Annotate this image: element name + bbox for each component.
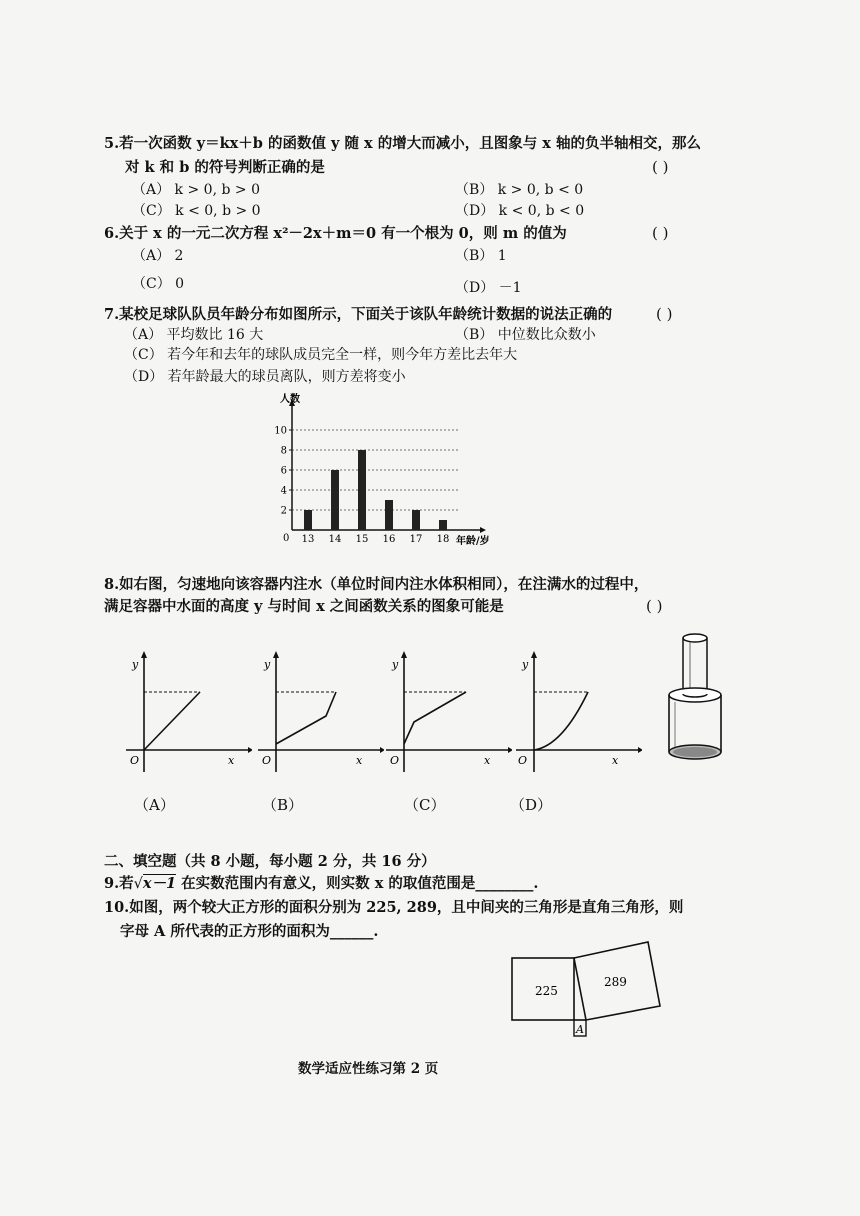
y-tick-label: 6: [280, 465, 287, 477]
curve-d: [534, 692, 588, 750]
bar-age-16: [385, 500, 393, 530]
bar-age-15: [358, 450, 366, 530]
q5-option-b: （B） k > 0, b < 0: [455, 182, 584, 198]
x-axis-arrow: [638, 747, 642, 753]
square-a-label: A: [576, 1023, 584, 1036]
q7-answer-paren: ( ): [656, 305, 673, 323]
pythagoras-squares-figure: [506, 940, 666, 1040]
q8-stem-line2: 满足容器中水面的高度 y 与时间 x 之间函数关系的图象可能是: [104, 598, 504, 615]
y-axis-label: y: [264, 658, 271, 671]
graph-a: [122, 648, 252, 773]
age-distribution-chart: [270, 390, 510, 555]
q7-option-d: （D） 若年龄最大的球员离队，则方差将变小: [124, 369, 406, 385]
origin-label: 0: [283, 533, 290, 544]
q9-prefix: 9.若: [104, 875, 134, 892]
origin-label: O: [518, 754, 528, 767]
x-tick-label: 17: [409, 534, 423, 545]
q5-option-c: （C） k < 0, b > 0: [132, 203, 261, 219]
graph-b: [254, 648, 384, 773]
square-289-label: 289: [604, 975, 627, 989]
q8-stem-line1: 8.如右图，匀速地向该容器内注水（单位时间内注水体积相同），在注满水的过程中，: [104, 576, 649, 593]
x-axis-arrow: [248, 747, 252, 753]
y-axis-label: y: [132, 658, 139, 671]
origin-label: O: [262, 754, 272, 767]
bar-age-13: [304, 510, 312, 530]
q7-option-c: （C） 若今年和去年的球队成员完全一样，则今年方差比去年大: [124, 347, 518, 363]
q9-line: [104, 874, 538, 894]
y-axis-arrow: [401, 651, 407, 658]
bar-age-14: [331, 470, 339, 530]
q5-option-a: （A） k > 0, b > 0: [132, 182, 260, 198]
curve-b: [276, 692, 336, 744]
page-footer: 数学适应性练习第 2 页: [298, 1061, 439, 1077]
water-container-figure: [660, 630, 730, 765]
graph-d: [512, 648, 642, 773]
x-axis-label: x: [228, 754, 235, 767]
y-tick-label: 8: [280, 445, 287, 457]
x-tick-label: 18: [436, 534, 450, 545]
q7-option-a: （A） 平均数比 16 大: [124, 327, 264, 343]
q7-option-b: （B） 中位数比众数小: [455, 327, 596, 343]
q6-answer-paren: ( ): [652, 224, 669, 242]
sqrt-sign: √: [133, 876, 143, 892]
q7-stem: 7.某校足球队队员年龄分布如图所示，下面关于该队年龄统计数据的说法正确的: [104, 306, 613, 323]
graph-c: [382, 648, 512, 773]
q8-answer-paren: ( ): [646, 597, 663, 615]
curve-a: [144, 692, 200, 750]
graph-c-label: （C）: [404, 796, 446, 814]
y-axis-label: y: [522, 658, 529, 671]
x-tick-label: 16: [382, 534, 396, 545]
curve-c: [404, 692, 466, 744]
x-axis-label: x: [484, 754, 491, 767]
q6-option-a: （A） 2: [132, 248, 184, 264]
q6-option-b: （B） 1: [455, 248, 507, 264]
origin-label: O: [390, 754, 400, 767]
q5-answer-paren: ( ): [652, 158, 669, 176]
q5-stem-line2: 对 k 和 b 的符号判断正确的是: [125, 159, 325, 176]
bar-age-17: [412, 510, 420, 530]
q5-option-d: （D） k < 0, b < 0: [455, 203, 585, 219]
y-axis-title: 人数: [280, 394, 300, 405]
x-axis-label: x: [356, 754, 363, 767]
y-axis-label: y: [392, 658, 399, 671]
x-axis-label: x: [612, 754, 619, 767]
q10-line2: 字母 A 所代表的正方形的面积为______.: [120, 923, 379, 940]
y-tick-label: 10: [274, 425, 287, 437]
q6-option-c: （C） 0: [132, 276, 185, 292]
q6-stem: 6.关于 x 的一元二次方程 x²－2x＋m＝0 有一个根为 0，则 m 的值为: [104, 225, 567, 242]
q10-line1: 10.如图，两个较大正方形的面积分别为 225, 289，且中间夹的三角形是直角三角形，则: [104, 899, 684, 916]
q9-suffix: 在实数范围内有意义，则实数 x 的取值范围是________.: [176, 875, 539, 892]
section-2-heading: 二、填空题（共 8 小题，每小题 2 分，共 16 分）: [104, 853, 436, 870]
graph-d-label: （D）: [510, 796, 553, 814]
y-axis-arrow: [273, 651, 279, 658]
q6-option-d: （D） －1: [455, 280, 522, 296]
x-axis-arrow: [480, 527, 486, 533]
origin-label: O: [130, 754, 140, 767]
y-axis-arrow: [141, 651, 147, 658]
x-tick-label: 15: [355, 534, 369, 545]
q9-radicand: x－1: [142, 875, 177, 892]
y-tick-label: 4: [280, 485, 287, 497]
x-axis-title: 年龄/岁: [456, 536, 490, 547]
x-tick-label: 14: [328, 534, 342, 545]
y-axis-arrow: [531, 651, 537, 658]
graph-a-label: （A）: [134, 796, 175, 814]
y-tick-label: 2: [280, 505, 287, 517]
square-225-label: 225: [535, 984, 558, 998]
graph-b-label: （B）: [262, 796, 304, 814]
x-tick-label: 13: [301, 534, 315, 545]
bar-age-18: [439, 520, 447, 530]
q5-stem-line1: 5.若一次函数 y＝kx＋b 的函数值 y 随 x 的增大而减小，且图象与 x 轴的负半轴相交，那么: [104, 135, 701, 152]
